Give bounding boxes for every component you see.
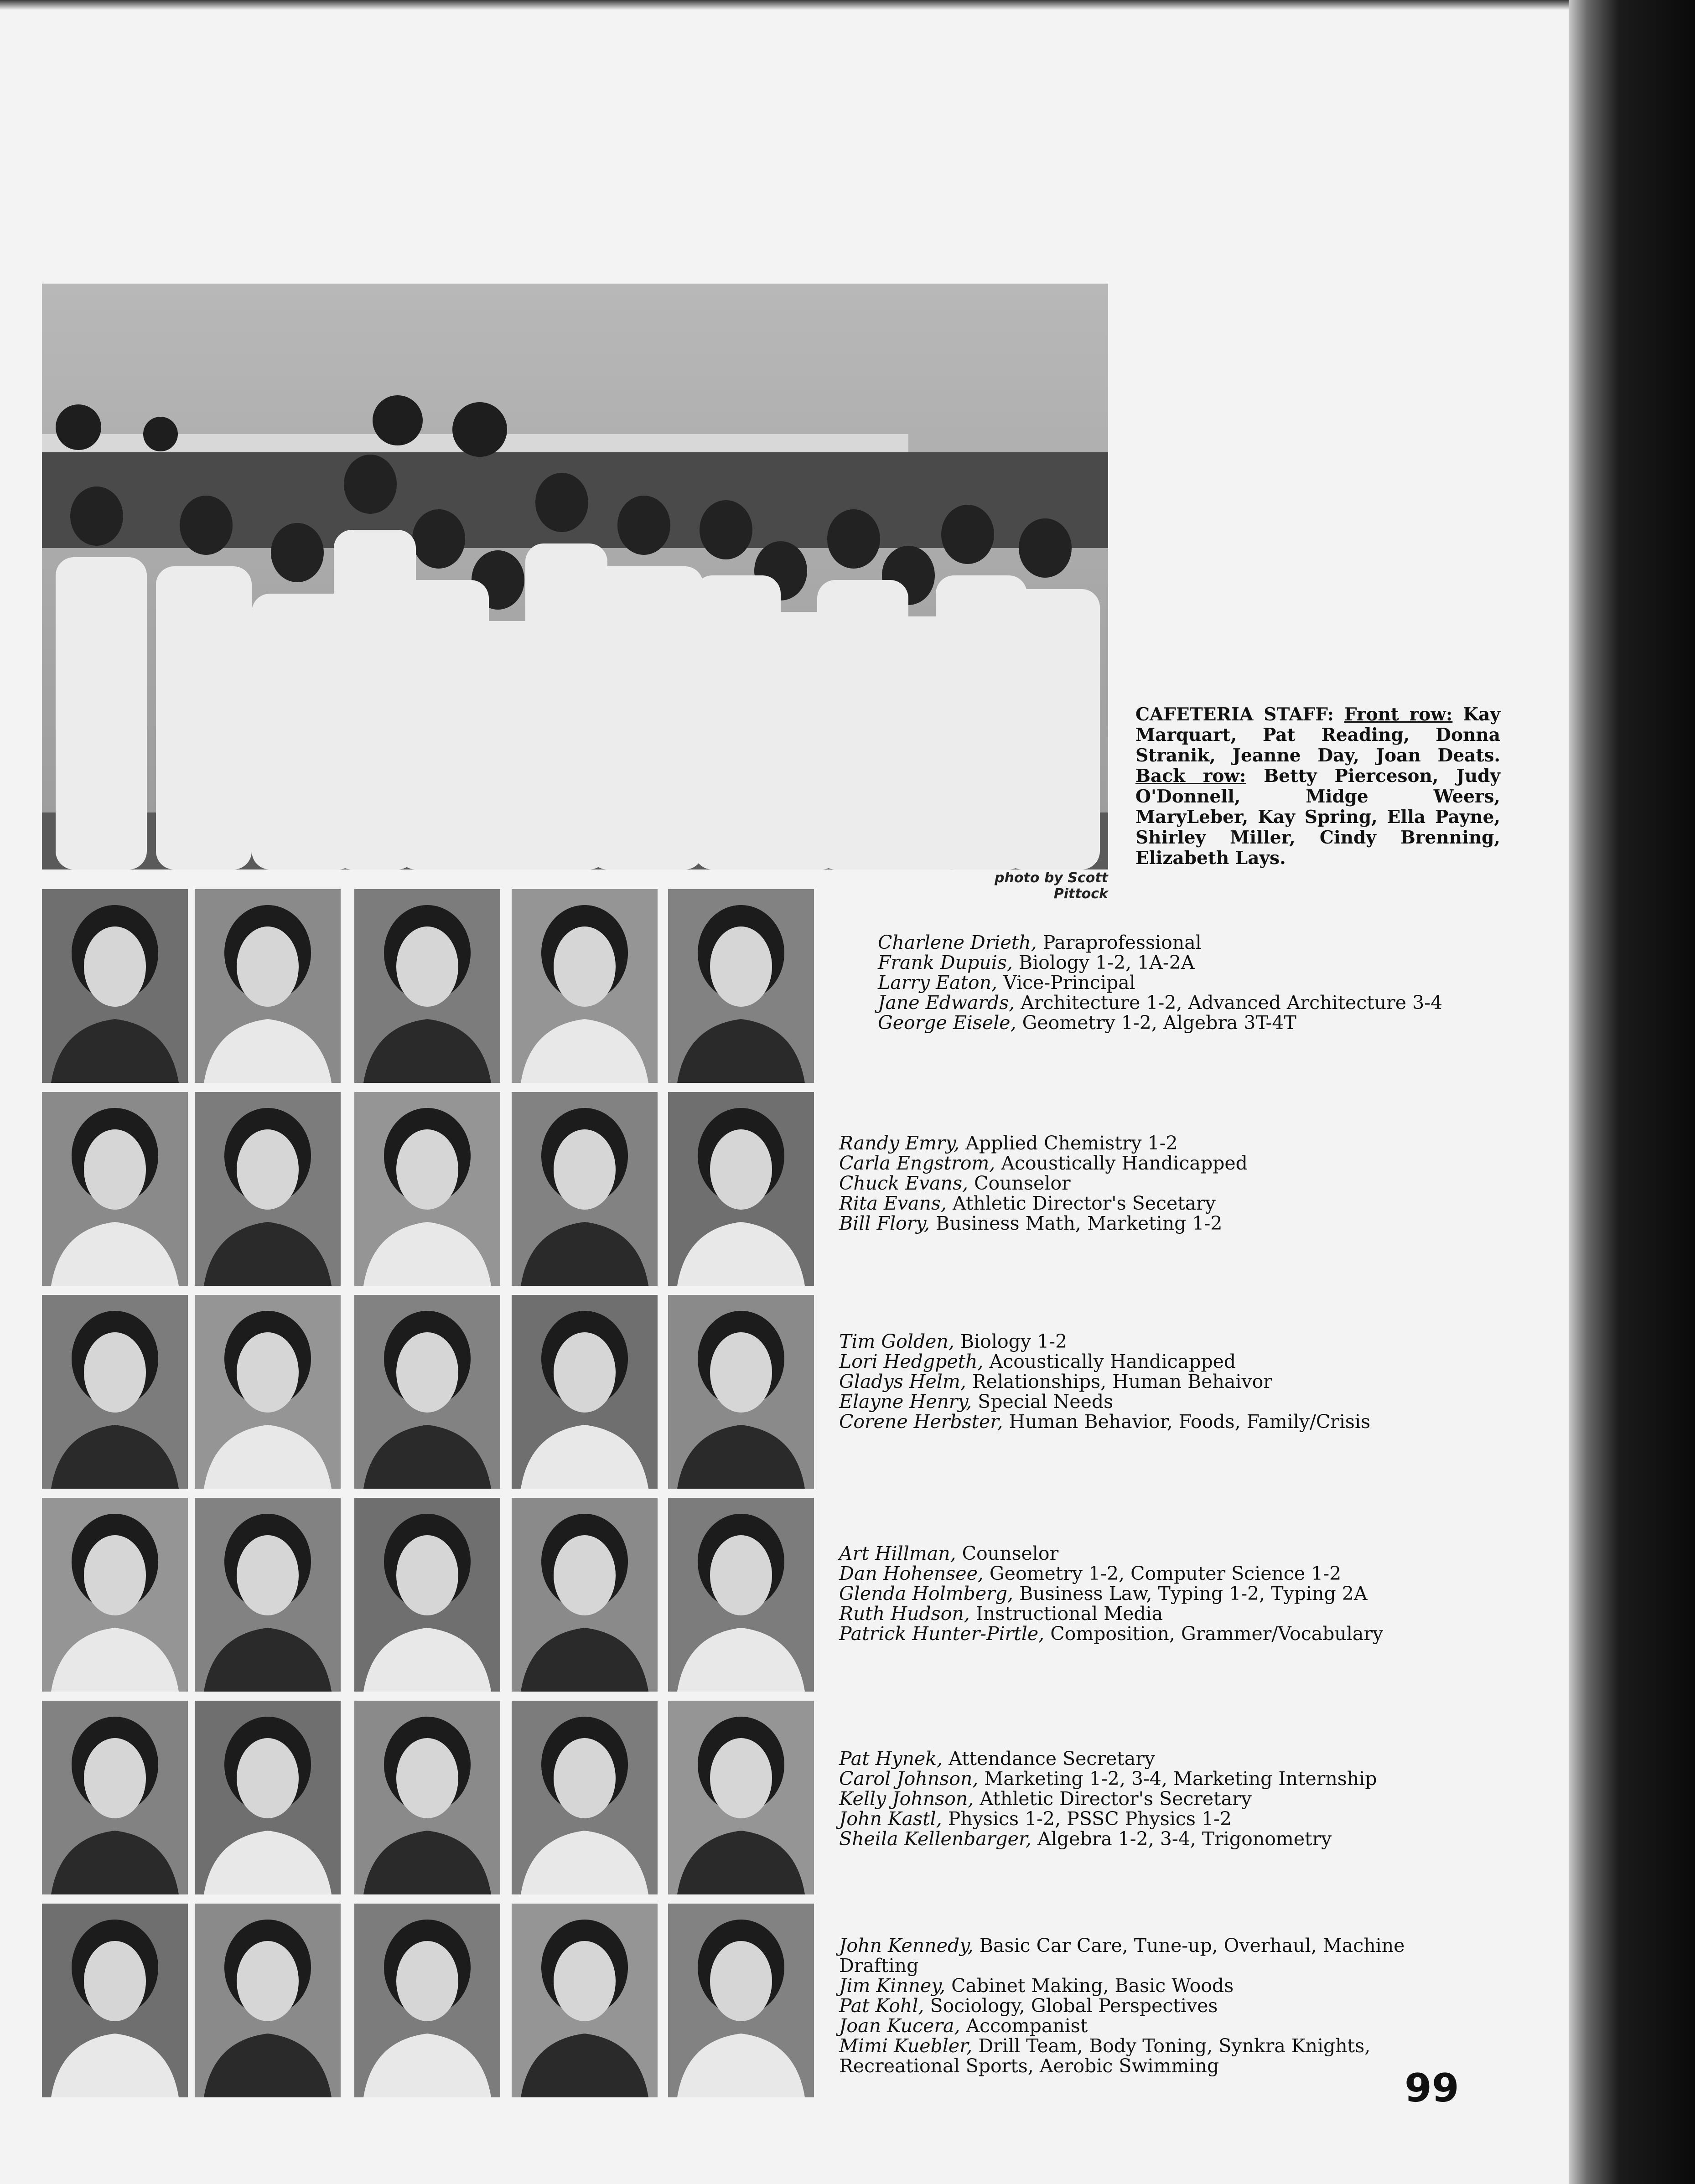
- faculty-name: Chuck Evans,: [839, 1172, 969, 1194]
- faculty-caption-block: [839, 1936, 1487, 2076]
- faculty-name: Ruth Hudson,: [839, 1603, 970, 1625]
- faculty-role: Acoustically Handicapped: [1001, 1152, 1248, 1174]
- faculty-role: Composition, Grammer/Vocabulary: [1050, 1623, 1384, 1645]
- faculty-entry: [839, 1976, 1487, 1996]
- page-number: 99: [1405, 2065, 1459, 2111]
- faculty-role: Sociology, Global Perspectives: [930, 1995, 1218, 2017]
- faculty-caption-block: [878, 932, 1516, 1033]
- faculty-role: Cabinet Making, Basic Woods: [951, 1975, 1234, 1997]
- faculty-entry: [839, 1996, 1487, 2016]
- faculty-role: Basic Car Care, Tune-up, Overhaul, Machine Drafting: [839, 1935, 1405, 1977]
- portrait: [354, 1701, 500, 1894]
- faculty-name: John Kastl,: [839, 1808, 942, 1830]
- portrait: [195, 889, 341, 1083]
- faculty-name: Lori Hedgpeth,: [839, 1351, 984, 1372]
- faculty-entry: [839, 1584, 1477, 1604]
- portrait: [195, 1701, 341, 1894]
- faculty-role: Instructional Media: [975, 1603, 1163, 1625]
- cafeteria-staff-photo: [42, 284, 1108, 869]
- faculty-name: Frank Dupuis,: [878, 952, 1013, 973]
- faculty-name: Pat Kohl,: [839, 1995, 924, 2017]
- portrait: [512, 1904, 658, 2097]
- faculty-entry: [878, 952, 1516, 973]
- faculty-role: Acoustically Handicapped: [989, 1351, 1236, 1372]
- faculty-role: Geometry 1-2, Algebra 3T-4T: [1022, 1012, 1296, 1034]
- faculty-name: George Eisele,: [878, 1012, 1016, 1034]
- faculty-role: Business Math, Marketing 1-2: [936, 1212, 1223, 1234]
- portrait: [512, 1701, 658, 1894]
- back-row-label: Back row:: [1135, 766, 1246, 787]
- faculty-entry: [839, 1789, 1477, 1809]
- faculty-name: Glenda Holmberg,: [839, 1583, 1014, 1604]
- portrait: [668, 1498, 814, 1692]
- faculty-name: Jane Edwards,: [878, 992, 1015, 1014]
- faculty-entry: [839, 1829, 1477, 1849]
- faculty-role: Architecture 1-2, Advanced Architecture 3-4: [1021, 992, 1443, 1014]
- faculty-entry: [839, 1543, 1477, 1563]
- faculty-entry: [839, 1769, 1477, 1789]
- portrait: [668, 1092, 814, 1286]
- portrait: [668, 1904, 814, 2097]
- faculty-role: Biology 1-2: [960, 1330, 1068, 1352]
- faculty-entry: [839, 2016, 1487, 2036]
- page-top-edge: [0, 0, 1569, 10]
- faculty-entry: [839, 1153, 1477, 1173]
- back-row-names: Betty Pierceson, Judy O'Donnell, Midge Weers, MaryLeber, Kay Spring, Ella Payne, Shirley Miller, Cindy Brenning, Elizabeth Lays.: [1135, 766, 1501, 869]
- portrait: [668, 1295, 814, 1489]
- portrait: [512, 889, 658, 1083]
- faculty-entry: [839, 1392, 1477, 1412]
- faculty-name: Dan Hohensee,: [839, 1563, 984, 1584]
- faculty-entry: [878, 932, 1516, 952]
- faculty-caption-block: [839, 1331, 1477, 1432]
- photo-credit: photo by Scott Pittock: [995, 870, 1108, 902]
- faculty-name: Pat Hynek,: [839, 1748, 943, 1770]
- faculty-name: Larry Eaton,: [878, 972, 998, 994]
- faculty-role: Marketing 1-2, 3-4, Marketing Internship: [984, 1768, 1377, 1790]
- faculty-name: Bill Flory,: [839, 1212, 930, 1234]
- faculty-role: Athletic Director's Secretary: [980, 1788, 1252, 1810]
- faculty-entry: [839, 1351, 1477, 1371]
- faculty-role: Accompanist: [966, 2015, 1088, 2037]
- portrait: [354, 889, 500, 1083]
- faculty-name: Charlene Drieth,: [878, 932, 1037, 953]
- faculty-entry: [878, 993, 1516, 1013]
- faculty-name: Kelly Johnson,: [839, 1788, 974, 1810]
- faculty-role: Counselor: [974, 1172, 1071, 1194]
- faculty-name: Jim Kinney,: [839, 1975, 946, 1997]
- faculty-entry: [839, 1213, 1477, 1233]
- portrait: [354, 1295, 500, 1489]
- book-binding: [1569, 0, 1695, 2184]
- faculty-entry: [839, 1809, 1477, 1829]
- portrait: [195, 1904, 341, 2097]
- faculty-role: Athletic Director's Secetary: [953, 1192, 1216, 1214]
- portrait: [42, 1701, 188, 1894]
- faculty-name: Art Hillman,: [839, 1542, 956, 1564]
- faculty-entry: [839, 2036, 1487, 2076]
- faculty-role: Geometry 1-2, Computer Science 1-2: [989, 1563, 1342, 1584]
- faculty-role: Biology 1-2, 1A-2A: [1018, 952, 1195, 973]
- portrait: [512, 1498, 658, 1692]
- faculty-caption-block: [839, 1133, 1477, 1233]
- faculty-role: Applied Chemistry 1-2: [965, 1132, 1178, 1154]
- portrait: [354, 1092, 500, 1286]
- portrait: [668, 889, 814, 1083]
- faculty-role: Business Law, Typing 1-2, Typing 2A: [1019, 1583, 1368, 1604]
- faculty-entry: [839, 1133, 1477, 1153]
- faculty-entry: [839, 1371, 1477, 1392]
- faculty-entry: [839, 1604, 1477, 1624]
- portrait: [668, 1701, 814, 1894]
- faculty-role: Vice-Principal: [1003, 972, 1135, 994]
- faculty-role: Drill Team, Body Toning, Synkra Knights, Recreational Sports, Aerobic Swimming: [839, 2035, 1371, 2077]
- faculty-name: Gladys Helm,: [839, 1371, 966, 1392]
- faculty-name: Tim Golden,: [839, 1330, 954, 1352]
- portrait: [42, 1092, 188, 1286]
- cafeteria-staff-caption: [1135, 704, 1500, 869]
- portrait: [42, 1295, 188, 1489]
- faculty-caption-block: [839, 1543, 1477, 1644]
- faculty-name: Sheila Kellenbarger,: [839, 1828, 1032, 1850]
- portrait: [42, 1498, 188, 1692]
- portrait: [42, 1904, 188, 2097]
- front-row-label: Front row:: [1344, 704, 1453, 725]
- faculty-name: Randy Emry,: [839, 1132, 960, 1154]
- faculty-name: Carol Johnson,: [839, 1768, 979, 1790]
- faculty-entry: [839, 1412, 1477, 1432]
- portrait: [354, 1904, 500, 2097]
- faculty-name: Rita Evans,: [839, 1192, 947, 1214]
- faculty-name: Joan Kucera,: [839, 2015, 960, 2037]
- faculty-entry: [878, 973, 1516, 993]
- faculty-role: Human Behavior, Foods, Family/Crisis: [1009, 1411, 1371, 1433]
- faculty-role: Algebra 1-2, 3-4, Trigonometry: [1037, 1828, 1332, 1850]
- faculty-name: Corene Herbster,: [839, 1411, 1003, 1433]
- faculty-role: Physics 1-2, PSSC Physics 1-2: [948, 1808, 1232, 1830]
- portrait: [512, 1295, 658, 1489]
- faculty-name: Patrick Hunter-Pirtle,: [839, 1623, 1045, 1645]
- faculty-entry: [839, 1749, 1477, 1769]
- portrait: [42, 889, 188, 1083]
- portrait: [195, 1295, 341, 1489]
- faculty-name: Mimi Kuebler,: [839, 2035, 973, 2057]
- faculty-entry: [839, 1173, 1477, 1193]
- faculty-role: Paraprofessional: [1042, 932, 1202, 953]
- faculty-role: Special Needs: [978, 1391, 1114, 1413]
- faculty-role: Relationships, Human Behaivor: [972, 1371, 1272, 1392]
- cafeteria-title: CAFETERIA STAFF:: [1135, 704, 1334, 725]
- faculty-name: Carla Engstrom,: [839, 1152, 995, 1174]
- portrait: [195, 1498, 341, 1692]
- faculty-entry: [839, 1193, 1477, 1213]
- faculty-role: Counselor: [962, 1542, 1059, 1564]
- faculty-name: John Kennedy,: [839, 1935, 974, 1956]
- portrait: [354, 1498, 500, 1692]
- faculty-entry: [839, 1624, 1477, 1644]
- portrait: [512, 1092, 658, 1286]
- faculty-entry: [839, 1331, 1477, 1351]
- faculty-entry: [839, 1936, 1487, 1976]
- faculty-entry: [839, 1563, 1477, 1584]
- faculty-name: Elayne Henry,: [839, 1391, 972, 1413]
- faculty-role: Attendance Secretary: [949, 1748, 1155, 1770]
- faculty-caption-block: [839, 1749, 1477, 1849]
- faculty-entry: [878, 1013, 1516, 1033]
- portrait: [195, 1092, 341, 1286]
- front-row-names: Kay Marquart, Pat Reading, Donna Stranik, Jeanne Day, Joan Deats.: [1135, 704, 1500, 766]
